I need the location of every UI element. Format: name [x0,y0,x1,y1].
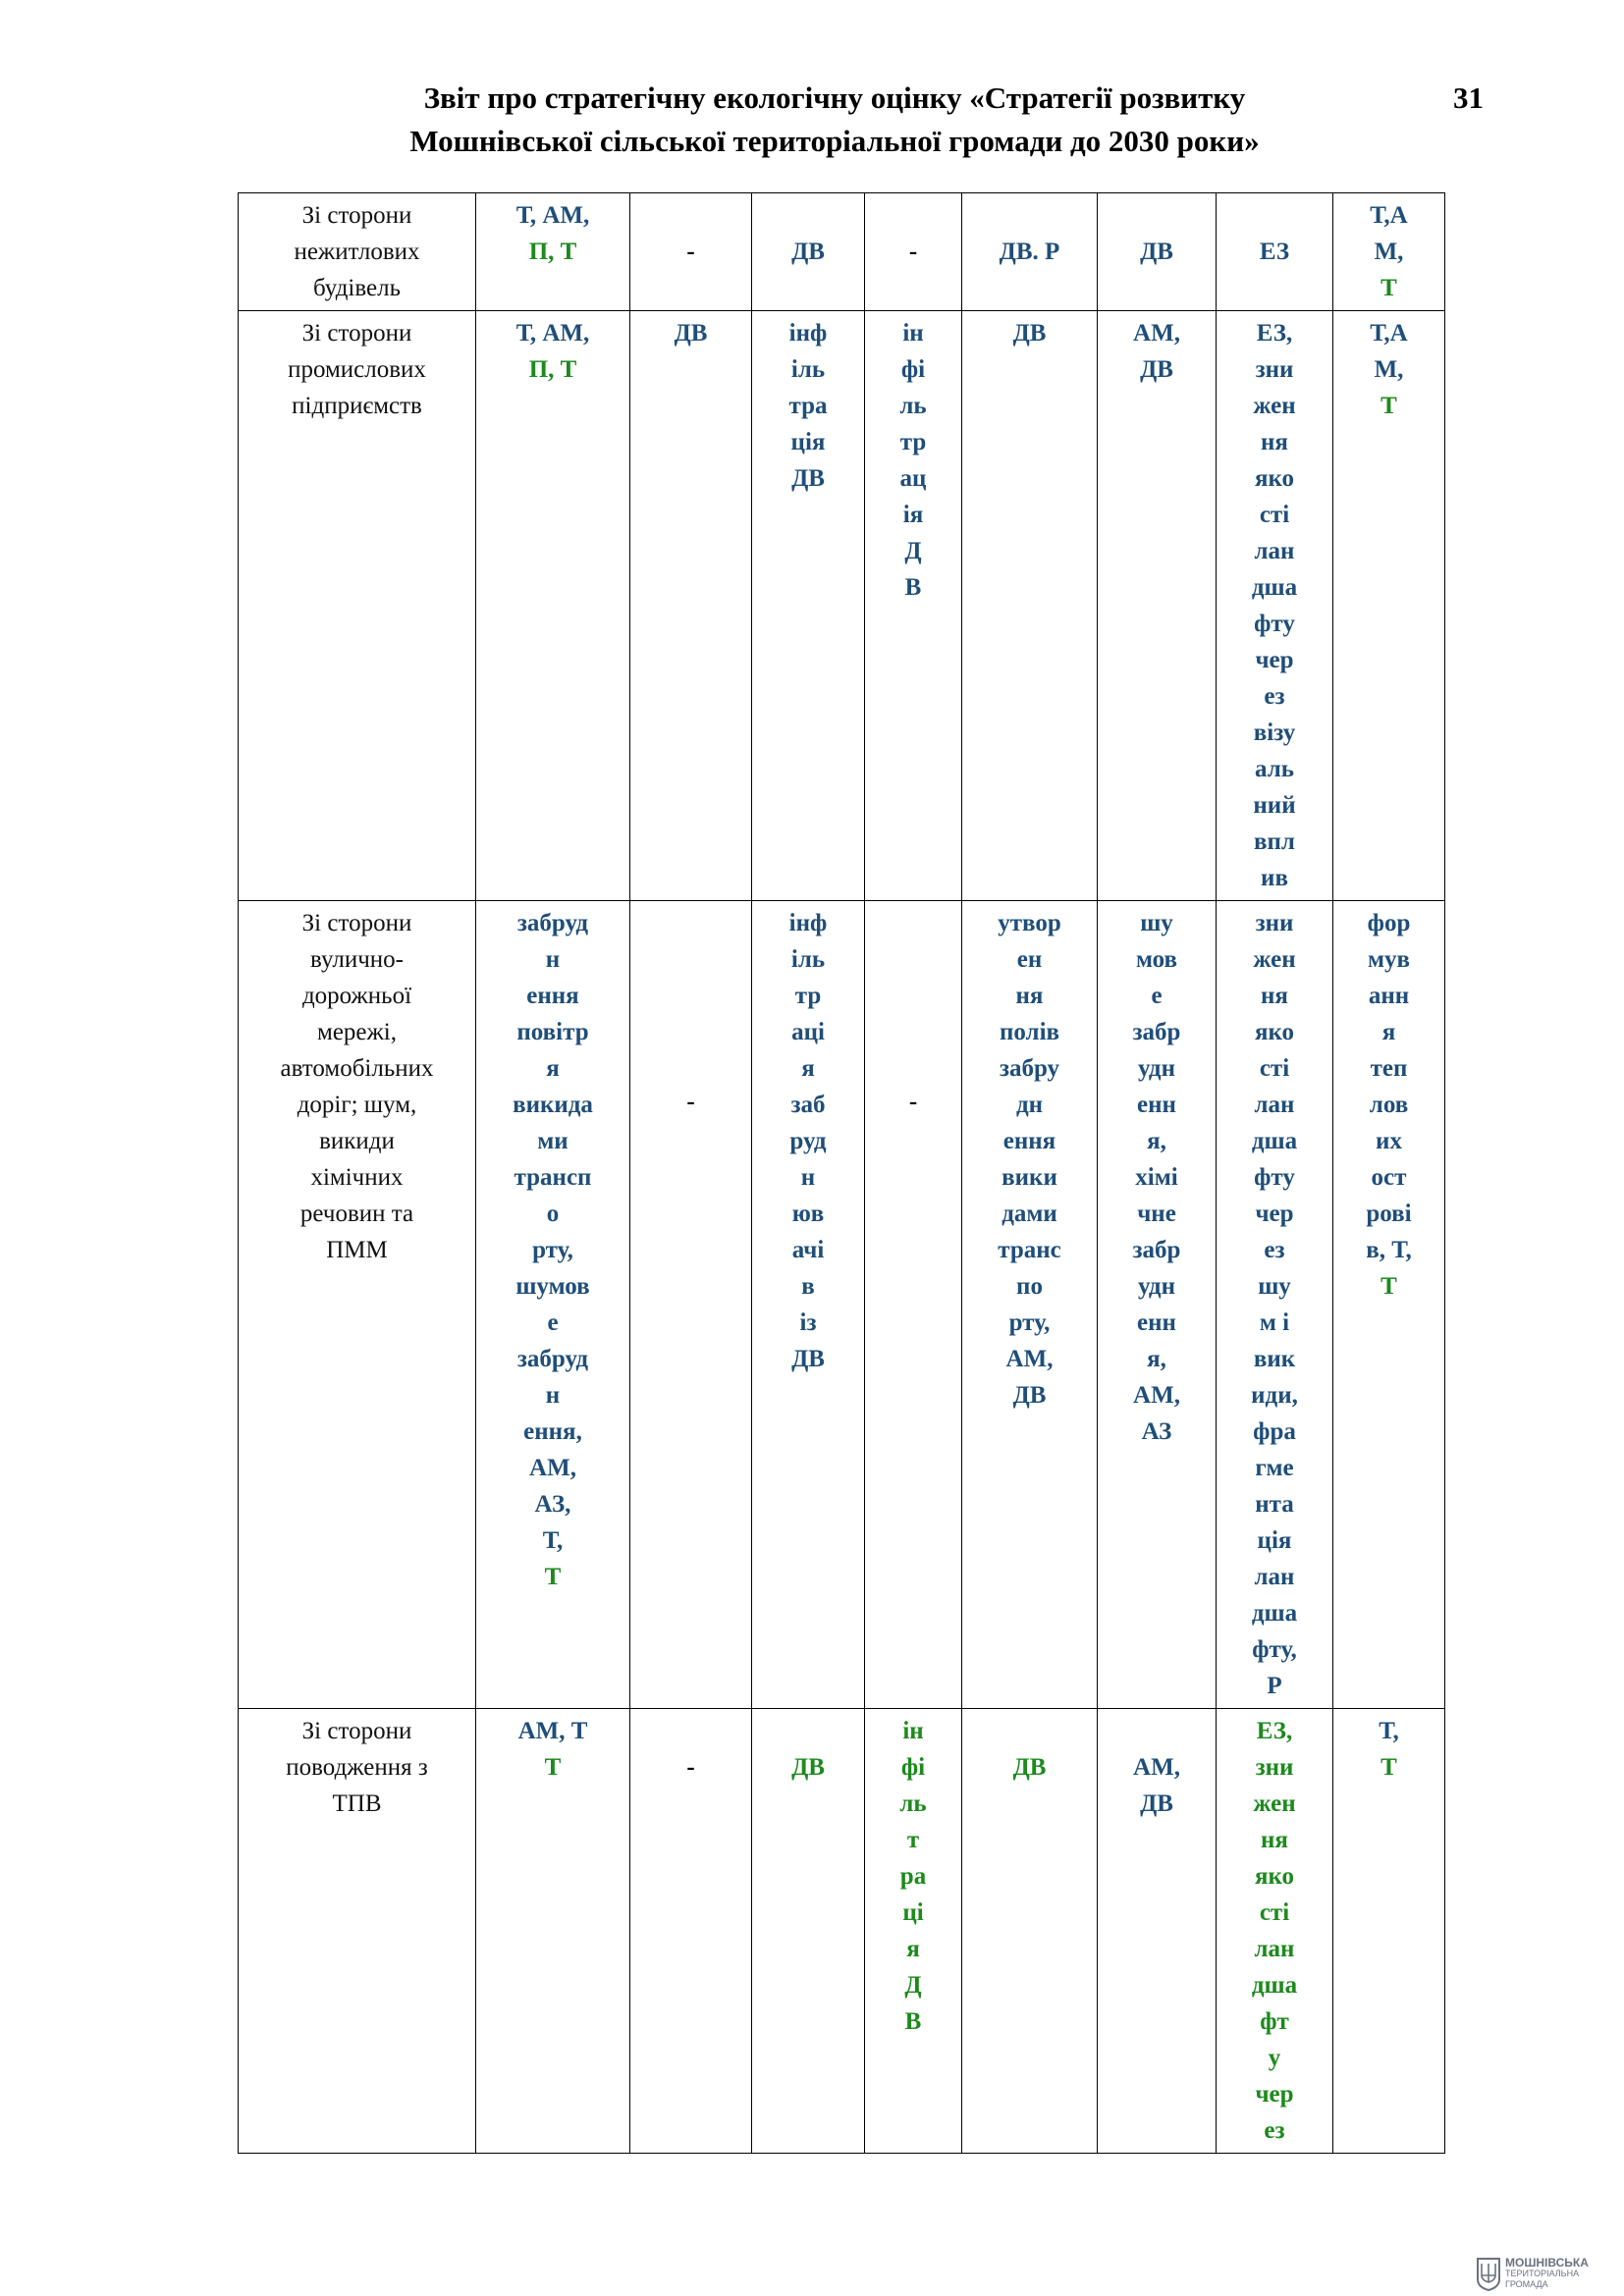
title-line-2: Мошнівської сільської територіальної громади до 2030 роки» [409,124,1260,158]
cell-text-line: зни [1255,1754,1294,1781]
cell-text-line: зни [1255,356,1294,383]
cell-text-line: в, Т, [1366,1237,1412,1263]
cell-text-line: фра [1253,1418,1296,1445]
cell-text-line: В [904,574,922,601]
cell-text-line: яко [1254,1019,1295,1045]
cell-text-line: впл [1254,828,1295,855]
cell-text-line: Т, [542,1527,564,1554]
cell-text-line: транс [998,1237,1061,1263]
cell-text-line: забр [1132,1237,1181,1263]
cell-text-line: енн [1137,1309,1176,1336]
cell-text-line: лан [1254,1936,1295,1962]
page-number: 31 [1453,80,1484,115]
cell-text-line: Д [904,538,922,564]
cell-text-line: ми [537,1128,568,1154]
cell-text-line: Т, [1379,1718,1399,1744]
cell-text-line: Т [544,1564,562,1590]
cell-text-line: ез [1264,2117,1285,2144]
cell-text-line: чер [1255,647,1294,673]
cell-text-line: руд [789,1128,827,1154]
cell-text-line: яко [1254,465,1295,492]
table-cell [1098,311,1217,901]
cell-text-line: ль [899,393,927,419]
table-cell [752,311,865,901]
cell-text-line: сті [1259,1055,1290,1082]
cell-text-line: м і [1259,1309,1290,1336]
table-cell [865,1709,962,2154]
row-label [239,311,476,901]
row-label-line: нежитлових [294,239,420,265]
table-cell [476,193,630,311]
cell-text-line: удн [1138,1055,1175,1082]
cell-text-line: ня [1261,1827,1288,1853]
row-label-line: будівель [313,275,401,301]
table-cell [962,193,1098,311]
table-cell [1333,311,1445,901]
cell-text-line: АМ, [1005,1346,1054,1372]
cell-text-line: АМ, [1133,320,1180,347]
row-label-line: Зі сторони [301,1718,412,1744]
cell-text-line: Т,А [1370,202,1408,229]
cell-text-line: чер [1255,2081,1294,2108]
cell-text-line: ДВ [791,1346,825,1372]
cell-text-line: т [906,1827,920,1853]
row-label [239,1709,476,2154]
cell-text-line: тра [788,393,828,419]
cell-text-line: ДВ. Р [999,239,1060,265]
row-label [239,901,476,1709]
cell-text-line: дша [1251,1972,1298,1999]
cell-text-line: чер [1255,1201,1294,1227]
cell-text-line: ра [899,1863,927,1890]
cell-text-line: ня [1015,983,1044,1009]
row-label-line: вулично- [310,946,404,973]
cell-text-line: мув [1367,946,1411,973]
cell-text-line: ост [1371,1164,1407,1191]
cell-text-line: фту [1254,611,1295,637]
cell-text-line: ДВ [1140,356,1173,383]
cell-text-line: - [686,1089,695,1115]
table-cell [1098,193,1217,311]
cell-text-line: ення [526,983,579,1009]
row-label-line: ТПВ [332,1790,382,1817]
cell-text-line: Д [904,1972,922,1999]
cell-text-line: ез [1264,1237,1285,1263]
cell-text-line: сті [1259,1899,1290,1926]
cell-text-line: дами [1001,1201,1057,1227]
row-label-line: хімічних [310,1164,404,1191]
cell-text-line: н [545,1382,561,1409]
cell-text-line: е [1151,983,1163,1009]
cell-text-line: ЕЗ, [1256,320,1293,347]
cell-text-line: ДВ [791,239,825,265]
table-cell [962,901,1098,1709]
title-line-1: Звіт про стратегічну екологічну оцінку «Стратегії розвитку [423,80,1246,115]
logo-text-line-2: ТЕРИТОРІАЛЬНА [1505,2268,1580,2278]
cell-text-line: ачі [791,1237,825,1263]
cell-text-line: дша [1251,1128,1298,1154]
cell-text-line: жен [1253,393,1296,419]
table-cell [1333,193,1445,311]
logo-text-line-3: ГРОМАДА [1505,2278,1548,2289]
cell-text-line: АМ, [1133,1754,1180,1781]
cell-text-line: ЕЗ [1259,239,1290,265]
cell-text-line: полів [999,1019,1060,1045]
cell-text-line: аці [791,1019,825,1045]
row-label-line: ПММ [326,1237,388,1263]
table-cell [1217,193,1333,311]
cell-text-line: хімі [1135,1164,1178,1191]
cell-text-line: теп [1370,1055,1408,1082]
cell-text-line: ін [902,320,924,347]
cell-text-line: інф [788,910,828,936]
cell-text-line: АМ, [1133,1382,1180,1409]
cell-text-line: фі [900,356,926,383]
cell-text-line: тр [899,429,927,455]
cell-text-line: ДВ [1012,320,1047,347]
row-label [239,193,476,311]
cell-text-line: ив [1261,865,1288,891]
cell-text-line: АМ, [529,1455,576,1481]
cell-text-line: ція [1257,1527,1292,1554]
table-row [239,193,1445,311]
cell-text-line: ДВ [1140,239,1173,265]
cell-text-line: лан [1254,1564,1295,1590]
cell-text-line: тр [794,983,822,1009]
table-cell [865,901,962,1709]
row-label-line: Зі сторони [301,202,412,229]
cell-text-line: Т [544,1754,562,1781]
cell-text-line: ЕЗ, [1256,1718,1293,1744]
table-cell [1217,311,1333,901]
cell-text-line: шу [1140,910,1173,936]
cell-text-line: юв [791,1201,825,1227]
impact-table [238,192,1445,2154]
table-cell [476,311,630,901]
table-cell [1098,901,1217,1709]
cell-text-line: ці [902,1899,924,1926]
cell-text-line: дша [1251,574,1298,601]
cell-text-line: Т, АМ, [515,320,590,347]
cell-text-line: із [799,1309,817,1336]
cell-text-line: аль [1255,756,1294,782]
cell-text-line: вик [1253,1346,1296,1372]
cell-text-line: в [801,1273,815,1300]
cell-text-line: забруд [516,1346,589,1372]
cell-text-line: Т [1380,1754,1397,1781]
cell-text-line: - [908,1089,918,1115]
cell-text-line: Т [1380,1273,1397,1300]
cell-text-line: мов [1135,946,1178,973]
cell-text-line: их [1376,1128,1402,1154]
cell-text-line: шу [1258,1273,1291,1300]
cell-text-line: рту, [532,1237,573,1263]
table-row [239,901,1445,1709]
cell-text-line: візу [1253,720,1296,746]
cell-text-line: Т,А [1370,320,1408,347]
cell-text-line: лан [1254,1092,1295,1118]
cell-text-line: ня [1261,983,1288,1009]
cell-text-line: фі [900,1754,926,1781]
cell-text-line: я, [1147,1128,1166,1154]
table-cell [752,193,865,311]
row-label-line: поводження з [286,1754,428,1781]
cell-text-line: - [686,239,695,265]
trident-emblem-icon [1476,2256,1501,2291]
table-cell [1217,901,1333,1709]
cell-text-line: ез [1264,683,1285,710]
cell-text-line: ний [1253,792,1296,819]
row-label-line: підприємств [292,393,422,419]
cell-text-line: іль [790,356,826,383]
logo-text-line-1: МОШНІВСЬКА [1505,2255,1589,2269]
cell-text-line: фт [1260,2008,1289,2035]
cell-text-line: лан [1254,538,1295,564]
cell-text-line: зни [1255,910,1294,936]
table-cell [1333,1709,1445,2154]
cell-text-line: ль [899,1790,927,1817]
cell-text-line: ДВ [1140,1790,1173,1817]
table-cell [1098,1709,1217,2154]
cell-text-line: я [546,1055,560,1082]
community-logo [1476,2254,1623,2293]
cell-text-line: дн [1015,1092,1044,1118]
row-label-line: Зі сторони [301,320,412,347]
cell-text-line: жен [1253,946,1296,973]
cell-text-line: Т [1380,275,1397,301]
cell-text-line: утвор [998,910,1061,936]
cell-text-line: АМ, Т [517,1718,588,1744]
cell-text-line: - [686,1754,695,1781]
cell-text-line: ДВ [1012,1754,1047,1781]
cell-text-line: вики [1001,1164,1057,1191]
cell-text-line: Р [1267,1673,1282,1699]
table-cell [1217,1709,1333,2154]
cell-text-line: иди, [1251,1382,1298,1409]
cell-text-line: трансп [514,1164,592,1191]
table-cell [1333,901,1445,1709]
cell-text-line: удн [1138,1273,1175,1300]
table-cell [630,193,752,311]
cell-text-line: забр [1132,1019,1181,1045]
cell-text-line: я [1381,1019,1396,1045]
cell-text-line: фту [1254,1164,1295,1191]
cell-text-line: ія [902,502,924,528]
row-label-line: дорожньої [301,983,412,1009]
cell-text-line: чне [1137,1201,1176,1227]
table-row [239,311,1445,901]
cell-text-line: енн [1137,1092,1176,1118]
table-row [239,1709,1445,2154]
table-cell [630,1709,752,2154]
cell-text-line: ня [1261,429,1288,455]
cell-text-line: рові [1366,1201,1412,1227]
cell-text-line: ДВ [1012,1382,1047,1409]
row-label-line: мережі, [317,1019,397,1045]
cell-text-line: я [906,1936,920,1962]
table-cell [865,311,962,901]
cell-text-line: ення [1002,1128,1056,1154]
row-label-line: викиди [319,1128,395,1154]
cell-text-line: у [1268,2045,1281,2071]
cell-text-line: по [1016,1273,1043,1300]
cell-text-line: викида [513,1092,593,1118]
cell-text-line: я [801,1055,815,1082]
cell-text-line: ція [790,429,826,455]
table-cell [962,1709,1098,2154]
cell-text-line: дша [1251,1600,1298,1627]
cell-text-line: анн [1368,983,1410,1009]
cell-text-line: забруд [516,910,589,936]
cell-text-line: інф [788,320,828,347]
row-label-line: Зі сторони [301,910,412,936]
cell-text-line: заб [790,1092,826,1118]
row-label-line: речовин та [299,1201,414,1227]
cell-text-line: АЗ [1141,1418,1172,1445]
cell-text-line: е [547,1309,559,1336]
cell-text-line: лов [1369,1092,1409,1118]
table-cell [476,1709,630,2154]
table-cell [865,193,962,311]
table-cell [752,901,865,1709]
cell-text-line: фор [1367,910,1411,936]
cell-text-line: М, [1374,239,1404,265]
cell-text-line: Т [1380,393,1397,419]
cell-text-line: я, [1147,1346,1166,1372]
cell-text-line: - [908,239,918,265]
row-label-line: автомобільних [280,1055,434,1082]
cell-text-line: АЗ, [534,1491,571,1518]
cell-text-line: ення, [523,1418,582,1445]
cell-text-line: н [800,1164,816,1191]
cell-text-line: яко [1254,1863,1295,1890]
table-cell [752,1709,865,2154]
cell-text-line: шумов [515,1273,590,1300]
cell-text-line: гме [1255,1455,1294,1481]
cell-text-line: ДВ [791,1754,825,1781]
cell-text-line: ДВ [674,320,708,347]
cell-text-line: повітр [516,1019,589,1045]
cell-text-line: сті [1259,502,1290,528]
cell-text-line: ац [899,465,927,492]
cell-text-line: ДВ [791,465,825,492]
cell-text-line: В [904,2008,922,2035]
cell-text-line: н [545,946,561,973]
cell-text-line: жен [1253,1790,1296,1817]
cell-text-line: іль [790,946,826,973]
table-cell [630,901,752,1709]
table-cell [630,311,752,901]
cell-text-line: П, Т [528,356,577,383]
cell-text-line: нта [1255,1491,1294,1518]
cell-text-line: забру [999,1055,1060,1082]
cell-text-line: ен [1016,946,1043,973]
page-title [295,77,1375,163]
table-cell [476,901,630,1709]
cell-text-line: ін [902,1718,924,1744]
cell-text-line: о [546,1201,560,1227]
cell-text-line: фту, [1252,1636,1297,1663]
cell-text-line: П, Т [528,239,577,265]
row-label-line: промислових [288,356,426,383]
row-label-line: доріг; шум, [297,1092,417,1118]
cell-text-line: М, [1374,356,1404,383]
table-cell [962,311,1098,901]
cell-text-line: Т, АМ, [515,202,590,229]
cell-text-line: рту, [1008,1309,1051,1336]
